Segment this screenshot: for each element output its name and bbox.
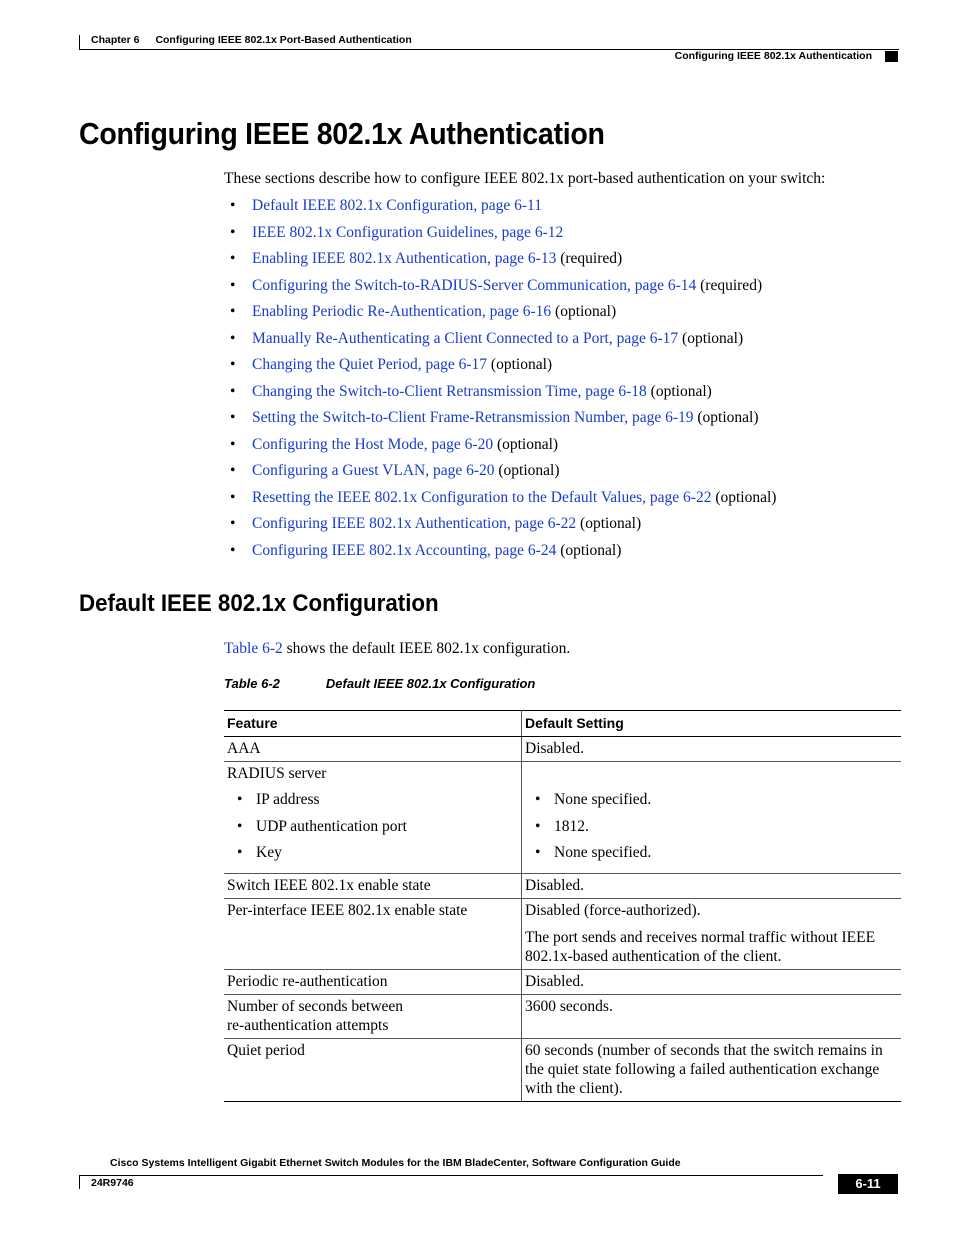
toc-note: (optional) (551, 303, 617, 320)
table-row (224, 994, 901, 1038)
page-title: Configuring IEEE 802.1x Authentication (79, 116, 605, 151)
table-row (224, 1038, 901, 1101)
chapter-number: Chapter 6 (91, 34, 140, 46)
sub-feature-list (227, 790, 518, 870)
default-cell: 60 seconds (number of seconds that the switch remains in the quiet state following a failed authentication exchange with the client). (522, 1038, 902, 1101)
sub-default-item: • None specified. (535, 843, 898, 870)
toc-link[interactable]: Manually Re-Authenticating a Client Connected to a Port, page 6-17 (252, 329, 679, 347)
list-item (224, 353, 776, 380)
sub-feature-item: • UDP authentication port (237, 817, 518, 844)
toc-note: (optional) (494, 462, 560, 479)
table-caption (224, 676, 535, 691)
list-item (224, 539, 776, 566)
toc-note: (optional) (693, 409, 759, 426)
table-row (224, 737, 901, 762)
toc-link[interactable]: IEEE 802.1x Configuration Guidelines, page 6-12 (252, 223, 564, 241)
sub-default-item: • 1812. (535, 817, 898, 844)
page-number: 6-11 (838, 1174, 898, 1194)
list-item (224, 433, 776, 460)
list-item (224, 247, 776, 274)
toc-note: (required) (696, 276, 763, 294)
default-cell: Disabled. (522, 737, 902, 762)
header-section-title: Configuring IEEE 802.1x Authentication (674, 50, 872, 62)
feature-cell (224, 762, 522, 874)
default-cell: Disabled. (522, 873, 902, 898)
toc-note: (optional) (487, 356, 553, 373)
sub-feature-item: • Key (237, 843, 518, 870)
sub-feature-item: • IP address (237, 790, 518, 817)
table-intro (224, 640, 570, 658)
column-header-default: Default Setting (522, 711, 902, 737)
feature-text-line: Number of seconds between (227, 997, 404, 1015)
list-item (224, 512, 776, 539)
list-item (224, 221, 776, 248)
table-ref-link[interactable]: Table 6-2 (224, 640, 283, 657)
toc-note: (optional) (556, 541, 622, 559)
chapter-title: Configuring IEEE 802.1x Port-Based Authentication (155, 34, 412, 46)
toc-link[interactable]: Configuring the Host Mode, page 6-20 (252, 435, 494, 453)
list-item (224, 459, 776, 486)
toc-link[interactable]: Configuring IEEE 802.1x Accounting, page 6-24 (252, 541, 557, 559)
default-text: Disabled (force-authorized). (525, 901, 701, 919)
default-cell (522, 898, 902, 969)
toc-link[interactable]: Changing the Switch-to-Client Retransmission Time, page 6-18 (252, 382, 647, 400)
header-chapter (91, 34, 412, 46)
toc-link[interactable]: Enabling IEEE 802.1x Authentication, page 6-13 (252, 250, 557, 267)
feature-text-line: re-authentication attempts (227, 1016, 389, 1034)
feature-text: RADIUS server (227, 765, 327, 782)
toc-note: (optional) (576, 515, 642, 532)
default-config-table (224, 710, 901, 1102)
toc-link[interactable]: Default IEEE 802.1x Configuration, page 6-11 (252, 197, 542, 214)
toc-note: (optional) (646, 382, 712, 400)
list-item (224, 194, 776, 221)
default-note: The port sends and receives normal traffic without IEEE 802.1x-based authentication of the client. (525, 928, 876, 965)
toc-note: (optional) (711, 488, 777, 506)
toc-link[interactable]: Configuring the Switch-to-RADIUS-Server Communication, page 6-14 (252, 276, 697, 294)
toc-note: (required) (556, 250, 623, 267)
toc-note: (optional) (493, 435, 559, 453)
footer-rule (79, 1175, 823, 1176)
default-cell (522, 762, 902, 874)
header-rule-vertical (79, 35, 80, 49)
list-item (224, 406, 776, 433)
list-item (224, 486, 776, 513)
toc-link[interactable]: Setting the Switch-to-Client Frame-Retransmission Number, page 6-19 (252, 409, 694, 426)
toc-link[interactable]: Configuring a Guest VLAN, page 6-20 (252, 462, 495, 479)
table-caption-title: Default IEEE 802.1x Configuration (325, 676, 536, 691)
section-heading: Default IEEE 802.1x Configuration (79, 590, 439, 617)
sub-default-item: • None specified. (535, 790, 898, 817)
feature-cell: Periodic re-authentication (224, 969, 522, 994)
table-row (224, 762, 901, 874)
toc-link[interactable]: Resetting the IEEE 802.1x Configuration to the Default Values, page 6-22 (252, 488, 712, 506)
default-cell: Disabled. (522, 969, 902, 994)
list-item (224, 327, 776, 354)
table-row (224, 873, 901, 898)
header-marker (885, 51, 898, 62)
feature-cell: Switch IEEE 802.1x enable state (224, 873, 522, 898)
table-caption-label: Table 6-2 (224, 676, 280, 691)
table-row (224, 898, 901, 969)
footer-rule-vertical (79, 1175, 80, 1189)
toc-link[interactable]: Changing the Quiet Period, page 6-17 (252, 356, 488, 373)
list-item (224, 300, 776, 327)
intro-text: These sections describe how to configure IEEE 802.1x port-based authentication on your switch: (224, 170, 826, 187)
toc-link[interactable]: Configuring IEEE 802.1x Authentication, page 6-22 (252, 515, 577, 532)
feature-cell (224, 994, 522, 1038)
table-header-row (224, 711, 901, 737)
table-ref-text: shows the default IEEE 802.1x configuration. (282, 640, 571, 657)
footer-guide-title: Cisco Systems Intelligent Gigabit Ethernet Switch Modules for the IBM BladeCenter, Software Configuration Guide (110, 1157, 681, 1169)
feature-cell: AAA (224, 737, 522, 762)
sub-default-list (525, 790, 898, 870)
list-item (224, 274, 776, 301)
section-list (224, 194, 776, 565)
column-header-feature: Feature (224, 711, 522, 737)
table-row (224, 969, 901, 994)
toc-link[interactable]: Enabling Periodic Re-Authentication, page 6-16 (252, 303, 552, 320)
feature-cell: Per-interface IEEE 802.1x enable state (224, 898, 522, 969)
default-cell: 3600 seconds. (522, 994, 902, 1038)
feature-cell: Quiet period (224, 1038, 522, 1101)
toc-note: (optional) (678, 329, 744, 347)
list-item (224, 380, 776, 407)
footer-doc-number: 24R9746 (91, 1177, 134, 1189)
